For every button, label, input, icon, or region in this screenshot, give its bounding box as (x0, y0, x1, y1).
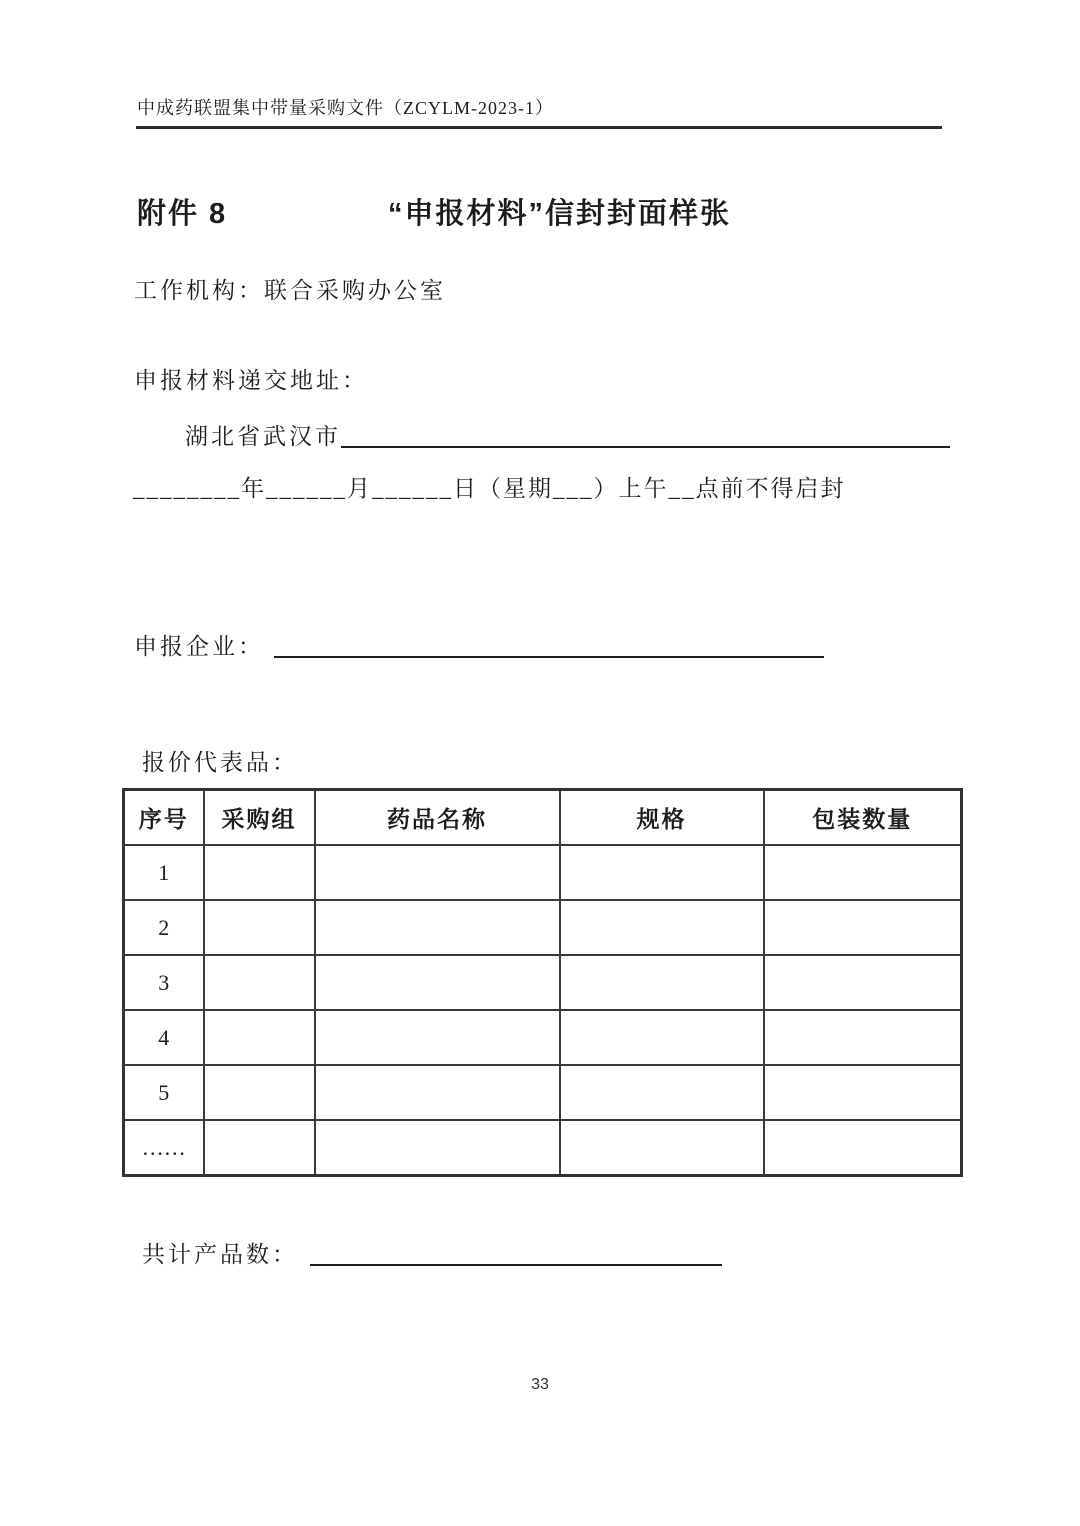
address-fill-in-blank (341, 422, 950, 448)
attachment-number-label: 附件 8 (137, 198, 228, 230)
address-label-line: 申报材料递交地址： (134, 368, 368, 393)
quote-representative-label: 报价代表品： (142, 750, 298, 775)
table-cell-empty (560, 955, 764, 1010)
work-org-line: 工作机构：联合采购办公室 (134, 278, 446, 303)
column-header-package-qty: 包装数量 (764, 790, 962, 846)
total-products-line (142, 1236, 722, 1269)
table-cell-empty (315, 1065, 560, 1120)
page-number: 33 (531, 1376, 549, 1393)
table-cell-empty (560, 1065, 764, 1120)
table-cell-empty (560, 1120, 764, 1176)
column-header-procurement-group: 采购组 (204, 790, 315, 846)
declare-company-line (134, 628, 824, 661)
table-cell-empty (204, 845, 315, 900)
table-cell-empty (204, 1010, 315, 1065)
table-cell-empty (204, 955, 315, 1010)
table-cell-empty (204, 1120, 315, 1176)
address-prefix-text: 湖北省武汉市 (185, 424, 341, 449)
table-row (124, 1065, 962, 1120)
quote-representative-table (122, 788, 963, 1177)
column-header-drug-name: 药品名称 (315, 790, 560, 846)
column-header-spec: 规格 (560, 790, 764, 846)
table-cell-empty (764, 845, 962, 900)
table-cell-empty (204, 1065, 315, 1120)
page-title: “申报材料”信封封面样张 (388, 198, 732, 230)
table-row (124, 900, 962, 955)
row-seq-cell: 3 (124, 955, 204, 1010)
table-cell-empty (315, 1010, 560, 1065)
table-cell-empty (204, 900, 315, 955)
table-cell-empty (764, 900, 962, 955)
table-cell-empty (560, 845, 764, 900)
total-fill-in-blank (310, 1240, 722, 1266)
company-fill-in-blank (274, 632, 824, 658)
table-row (124, 1010, 962, 1065)
row-seq-cell: 4 (124, 1010, 204, 1065)
table-cell-empty (560, 1010, 764, 1065)
table-cell-empty (315, 845, 560, 900)
table-row (124, 955, 962, 1010)
open-date-line: ________年______月______日（星期___）上午__点前不得启封 (133, 476, 846, 501)
row-seq-cell: 1 (124, 845, 204, 900)
total-products-label: 共计产品数： (142, 1242, 298, 1267)
table-cell-empty (560, 900, 764, 955)
table-cell-empty (764, 955, 962, 1010)
declare-company-label: 申报企业： (134, 634, 264, 659)
address-value-line (185, 418, 950, 451)
table-header-row (124, 790, 962, 846)
table-cell-empty (764, 1120, 962, 1176)
column-header-seq: 序号 (124, 790, 204, 846)
table-row (124, 1120, 962, 1176)
table-cell-empty (315, 955, 560, 1010)
header-divider-rule (136, 126, 942, 129)
table-cell-empty (315, 900, 560, 955)
document-header-reference: 中成药联盟集中带量采购文件（ZCYLM-2023-1） (137, 98, 554, 118)
table-cell-empty (315, 1120, 560, 1176)
table-cell-empty (764, 1065, 962, 1120)
table-cell-empty (764, 1010, 962, 1065)
table-row (124, 845, 962, 900)
row-seq-cell: 2 (124, 900, 204, 955)
row-seq-cell: 5 (124, 1065, 204, 1120)
row-seq-cell: …… (124, 1120, 204, 1176)
